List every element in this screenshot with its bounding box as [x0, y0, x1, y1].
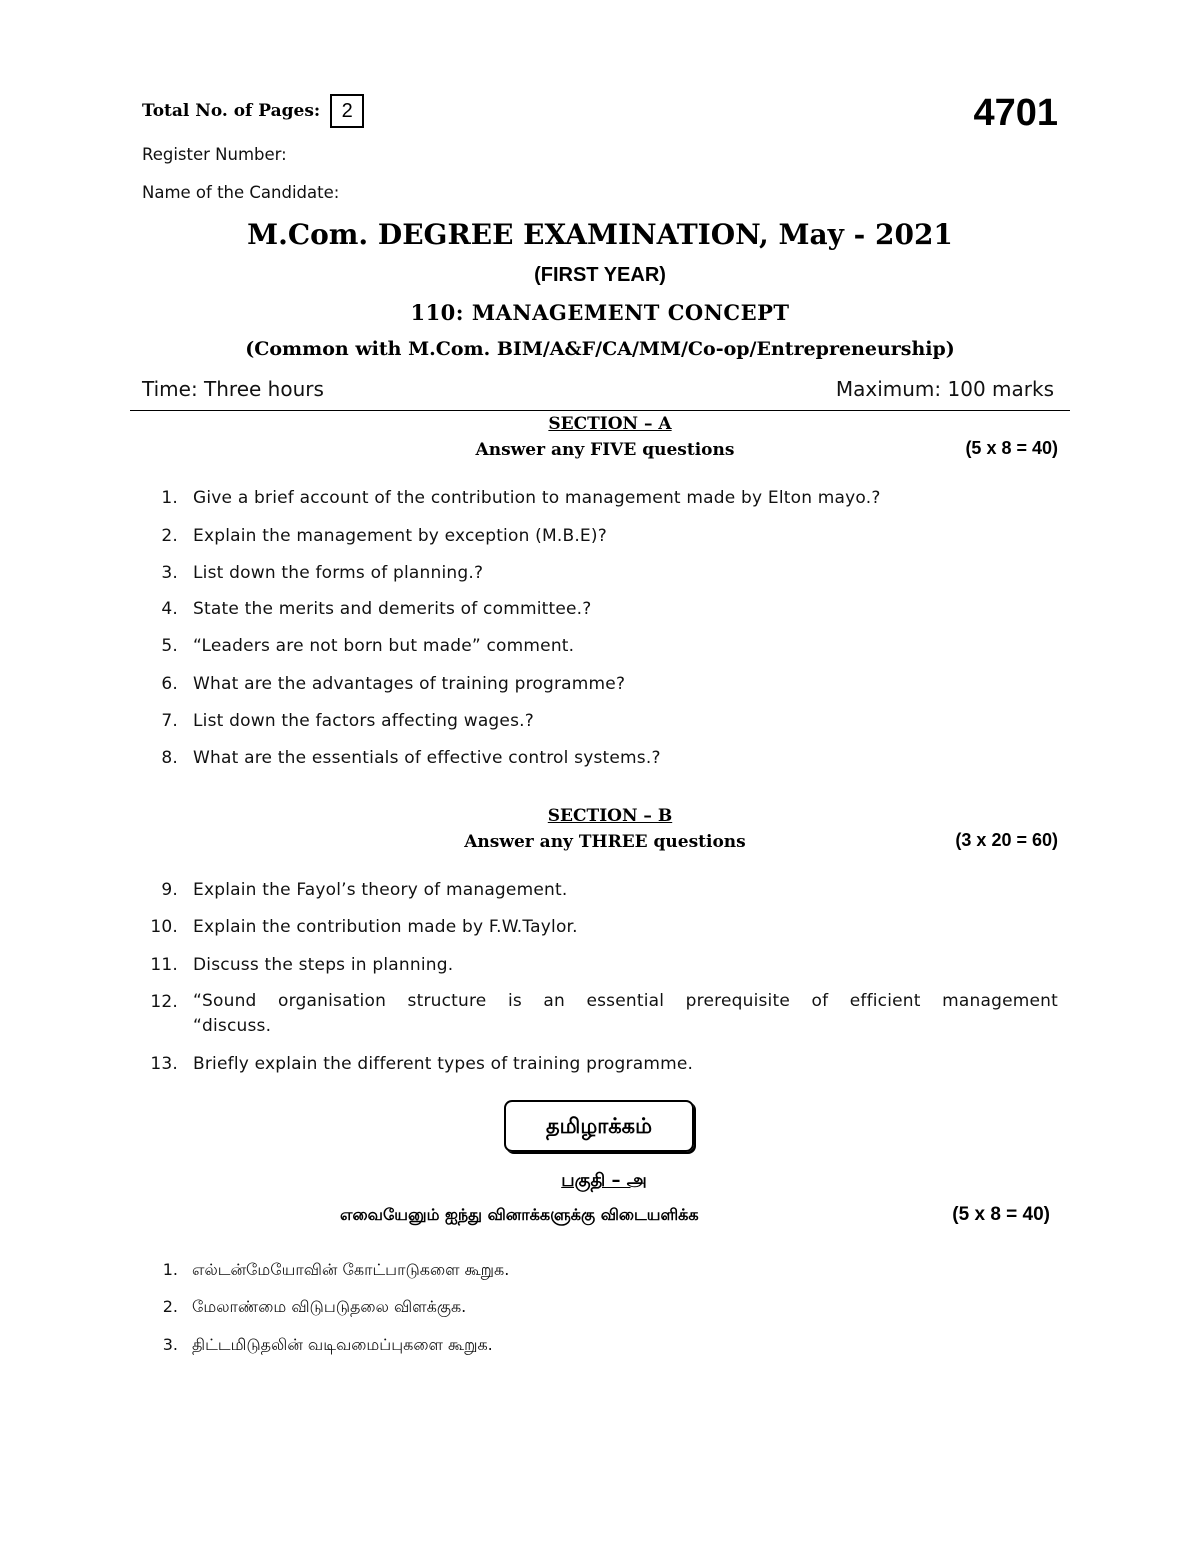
question-number: 5. [161, 636, 178, 656]
section-a-title: SECTION – A [548, 414, 672, 434]
question-number: 1. [161, 488, 178, 508]
question-text: Explain the Fayol’s theory of management. [193, 880, 568, 900]
question-text: Briefly explain the different types of training programme. [193, 1054, 694, 1074]
question-number: 12. [150, 992, 178, 1012]
question-text: Explain the contribution made by F.W.Taylor. [193, 917, 578, 937]
exam-paper-page: Total No. of Pages: 2 4701 Register Number: Name of the Candidate: M.Com. DEGREE EXAMINATION, May - 2021 (FIRST YEAR) 110: MANAGEMENT CONCEPT (Common with M.Com. BIM/A&F/CA/MM/Co-op/Entrepreneurship) Time: Three hours Maximum: 100 marks SECTION – A Answer any FIVE questions (5 x 8 = 40) 1. Give a brief account of the contribution to management made by Elton mayo.? 2. Explain the management by exception (M.B.E)? 3. List down the forms of planning.? 4. State the merits and demerits of committee.? 5. “Leaders are not born but made” comment. 6. What are the advantages of training programme? 7. List down the factors affecting wages.? 8. What are the essentials of effective control systems.? SECTION – B Answer any THREE questions (3 x 20 = 60) 9. Explain the Fayol’s theory of management. 10. Explain the contribution made by F.W.Taylor. 11. Discuss the steps in planning. 12. “Sound organisation structure is an essential prerequisite of efficient management “discuss. 13. Briefly explain the different types of training programme. தமிழாக்கம் பகுதி – அ எவையேனும் ஐந்து வினாக்களுக்கு விடையளிக்க (5 x 8 = 40) 1. எல்டன்மேயோவின் கோட்பாடுகளை கூறுக. 2. மேலாண்மை விடுபடுதலை விளக்குக. 3. திட்டமிடுதலின் வடிவமைப்புகளை கூறுக. [0, 0, 1200, 1553]
question-text: Explain the management by exception (M.B.E)? [193, 526, 607, 546]
section-a-instruction: Answer any FIVE questions [475, 440, 735, 460]
question-text: State the merits and demerits of committee.? [193, 599, 592, 619]
question-number: 13. [150, 1054, 178, 1074]
exam-time: Time: Three hours [142, 377, 324, 401]
total-pages-label: Total No. of Pages: [142, 101, 321, 121]
question-text: “Sound organisation structure is an essential prerequisite of efficient management “discuss. [193, 991, 1058, 1036]
tamil-section-marks: (5 x 8 = 40) [952, 1204, 1050, 1225]
question-text: What are the essentials of effective control systems.? [193, 748, 661, 768]
question-number: 6. [161, 674, 178, 694]
question-number: 8. [161, 748, 178, 768]
section-b-marks: (3 x 20 = 60) [955, 830, 1058, 850]
section-b-title: SECTION – B [547, 806, 673, 826]
question-number: 4. [161, 599, 178, 619]
question-number: 11. [150, 955, 178, 975]
question-text: Discuss the steps in planning. [193, 955, 454, 975]
register-number-label: Register Number: [142, 145, 287, 164]
question-number: 3. [161, 563, 178, 583]
question-number: 3. [162, 1335, 178, 1354]
section-a-marks: (5 x 8 = 40) [965, 438, 1058, 458]
paper-name: 110: MANAGEMENT CONCEPT [410, 300, 790, 325]
header-divider [130, 410, 1070, 411]
section-b-instruction: Answer any THREE questions [464, 832, 746, 852]
time-marks-row [142, 377, 1054, 401]
question-number: 7. [161, 711, 178, 731]
max-marks: Maximum: 100 marks [835, 377, 1054, 401]
question-number: 2. [161, 526, 178, 546]
question-text: Give a brief account of the contribution to management made by Elton mayo.? [193, 488, 881, 508]
question-number: 9. [161, 880, 178, 900]
question-text: What are the advantages of training programme? [193, 674, 626, 694]
total-pages [142, 94, 364, 128]
exam-year: (FIRST YEAR) [534, 264, 666, 286]
question-text: List down the forms of planning.? [193, 563, 484, 583]
tamil-section-title: பகுதி – அ [561, 1170, 647, 1191]
total-pages-value: 2 [330, 94, 364, 128]
question-number: 10. [150, 917, 178, 937]
question-number: 2. [162, 1297, 178, 1316]
tamil-translation-heading: தமிழாக்கம் [504, 1100, 694, 1152]
candidate-name-label: Name of the Candidate: [142, 183, 340, 202]
common-with-note: (Common with M.Com. BIM/A&F/CA/MM/Co-op/Entrepreneurship) [245, 338, 955, 360]
question-text: “Leaders are not born but made” comment. [193, 636, 575, 656]
question-number: 1. [162, 1260, 178, 1279]
paper-code: 4701 [973, 92, 1058, 134]
exam-title: M.Com. DEGREE EXAMINATION, May - 2021 [247, 218, 953, 251]
tamil-instruction: எவையேனும் ஐந்து வினாக்களுக்கு விடையளிக்க [340, 1205, 699, 1224]
question-text: List down the factors affecting wages.? [193, 711, 534, 731]
